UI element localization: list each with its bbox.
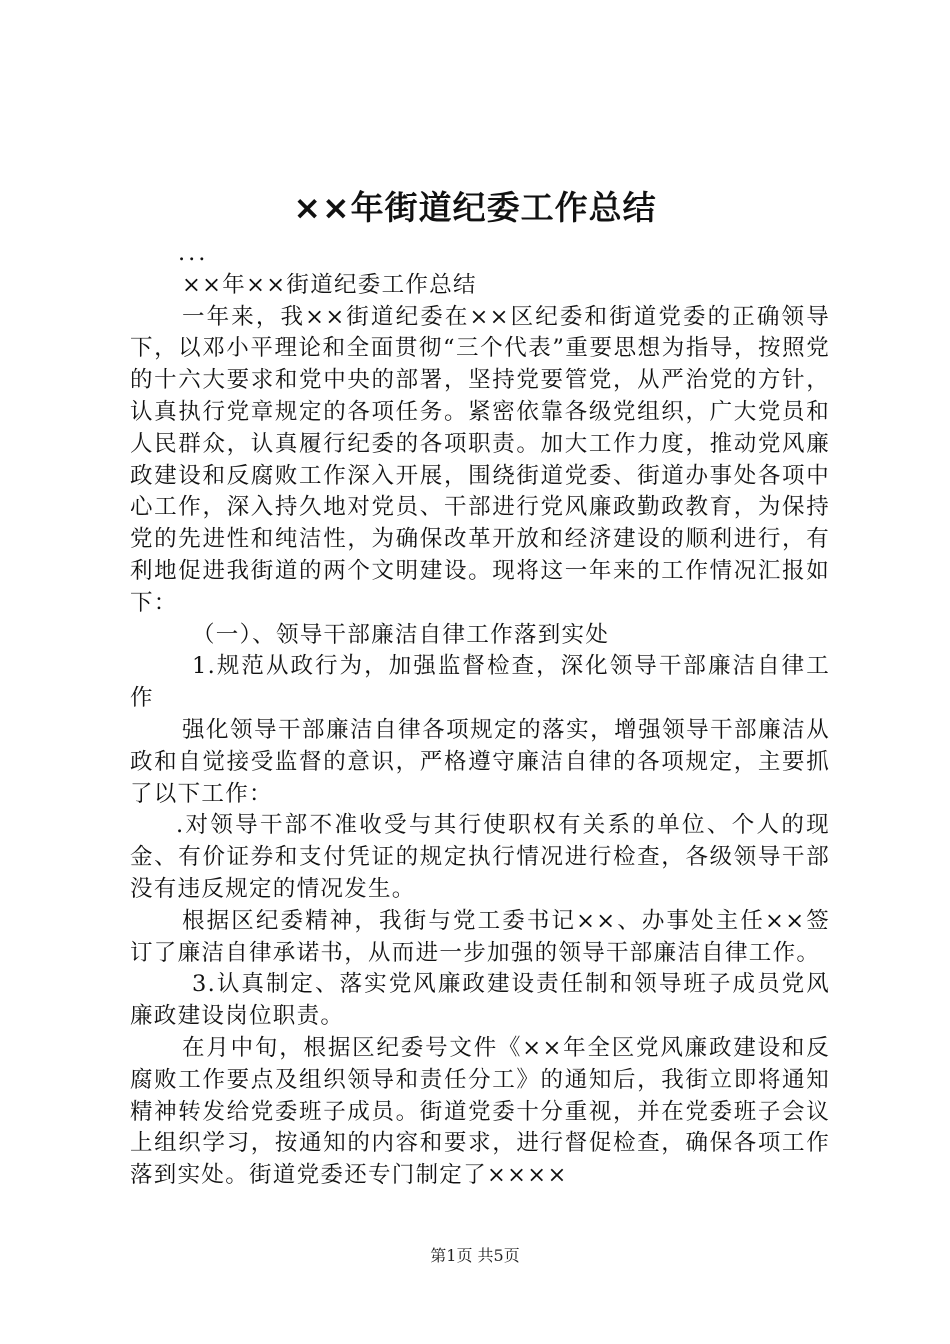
paragraph-item-1: 强化领导干部廉洁自律各项规定的落实，增强领导干部廉洁从政和自觉接受监督的意识，严格遵守廉洁自律的各项规定，主要抓了以下工作：: [130, 716, 830, 807]
paragraph-item-3: 在月中旬，根据区纪委号文件《××年全区党风廉政建设和反腐败工作要点及组织领导和责任分工》的通知后，我街立即将通知精神转发给党委班子成员。街道党委十分重视，并在党委班子会议上组织学习，按通知的内容和要求，进行督促检查，确保各项工作落到实处。街道党委还专门制定了××××: [130, 1034, 830, 1189]
document-body: [130, 238, 830, 1192]
item-heading-3: 3.认真制定、落实党风廉政建设责任制和领导班子成员党风廉政建设岗位职责。: [130, 971, 830, 1030]
document-title: ××年街道纪委工作总结: [293, 188, 657, 227]
item-heading-1: 1.规范从政行为，加强监督检查，深化领导干部廉洁自律工作: [130, 653, 830, 712]
paragraph-intro: 一年来，我××街道纪委在××区纪委和街道党委的正确领导下，以邓小平理论和全面贯彻“三个代表”重要思想为指导，按照党的十六大要求和党中央的部署，坚持党要管党，从严治党的方针，认真执行党章规定的各项任务。紧密依靠各级党组织，广大党员和人民群众，认真履行纪委的各项职责。加大工作力度，推动党风廉政建设和反腐败工作深入开展，围绕街道党委、街道办事处各项中心工作，深入持久地对党员、干部进行党风廉政勤政教育，为保持党的先进性和纯洁性，为确保改革开放和经济建设的顺利进行，有利地促进我街道的两个文明建设。现将这一年来的工作情况汇报如下：: [130, 303, 830, 616]
paragraph-check: .对领导干部不准收受与其行使职权有关系的单位、个人的现金、有价证券和支付凭证的规定执行情况进行检查，各级领导干部没有违反规定的情况发生。: [130, 812, 830, 902]
subtitle-line: ××年××街道纪委工作总结: [182, 271, 477, 298]
paragraph-commitment: 根据区纪委精神，我街与党工委书记××、办事处主任××签订了廉洁自律承诺书，从而进一步加强的领导干部廉洁自律工作。: [130, 907, 830, 966]
page-number-footer: 第1页 共5页: [430, 1246, 520, 1265]
ellipsis-line: ...: [178, 240, 209, 266]
section-heading-1: （一）、领导干部廉洁自律工作落到实处: [192, 621, 610, 648]
